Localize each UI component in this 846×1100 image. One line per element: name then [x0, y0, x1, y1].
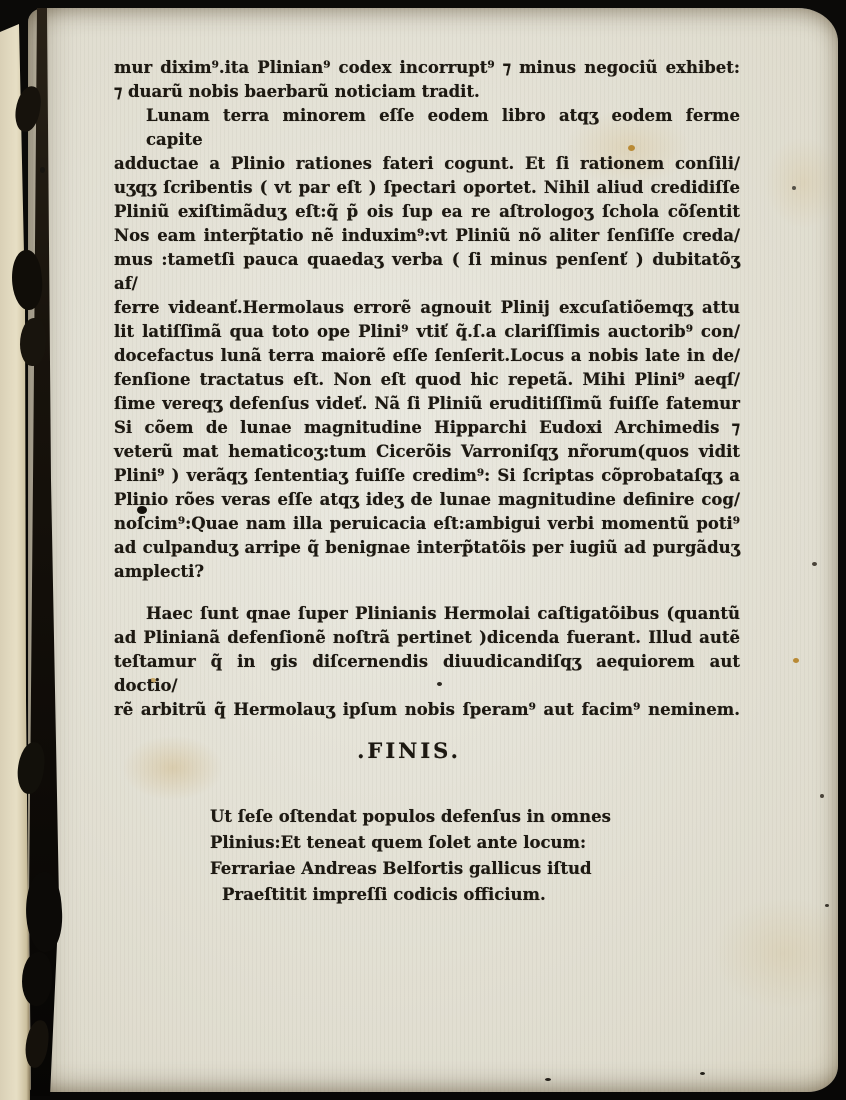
text-line: ad Plinianã defenſionẽ noſtrã pertinet )dicenda fuerant. Illud autẽ — [114, 628, 740, 647]
text-line: adductae a Plinio rationes fateri cogunt. Et ſi rationem conſili/ — [114, 154, 740, 173]
paragraph-continuation — [114, 56, 740, 104]
text-line: Si cõem de lunae magnitudine Hipparchi Eudoxi Archimedis ⁊ — [114, 418, 740, 437]
text-line: amplecti? — [114, 562, 205, 581]
text-line: ſime vereqʒ defenſus videť. Nã ſi Pliniũ eruditiſſimũ fuiſſe fatemur — [114, 394, 740, 413]
text-line: ferre videanť.Hermolaus errorẽ agnouit Plinij excuſatiõemqʒ attu — [114, 298, 740, 317]
binding-knot — [20, 318, 46, 366]
text-line: ⁊ duarũ nobis baerbarũ noticiam tradit. — [114, 82, 480, 101]
text-line: ad culpanduʒ arripe q̃ benignae interp̃tatõis per iugiũ ad purgãduʒ — [114, 538, 740, 557]
text-line: veterũ mat hematicoʒ:tum Cicerõis Varroniſqʒ nr̃orum(quos vidit — [114, 442, 740, 461]
text-line: mur dixim⁹.ita Plinian⁹ codex incorrupt⁹ ⁊ minus negociũ exhibet: — [114, 58, 740, 77]
dark-speck — [792, 186, 796, 190]
dark-speck — [825, 904, 829, 907]
colophon — [114, 804, 740, 908]
text-line: Lunam terra minorem eſſe eodem libro atqʒ eodem ferme capite — [146, 106, 740, 149]
text-line: uʒqʒ ſcribentis ( vt par eſt ) ſpectari oportet. Nihil aliud credidiſſe — [114, 178, 740, 197]
colophon-line: Praeſtitit impreſſi codicis officium. — [222, 885, 546, 904]
text-line: fenſione tractatus eſt. Non eſt quod hic repetã. Mihi Plini⁹ aeqſ/ — [114, 370, 740, 389]
text-line: mus :tametſi pauca quaedaʒ verba ( ſi minus penſenť ) dubitatõʒ af/ — [114, 250, 740, 293]
colophon-line: Plinius:Et teneat quem ſolet ante locum: — [210, 833, 587, 852]
text-line: Pliniũ exiſtimãduʒ eſt:q̃ p̃ ois ſup ea re aſtrologoʒ ſchola cõſentit — [114, 202, 740, 221]
paragraph-lunam — [114, 104, 740, 584]
text-line: noſcim⁹:Quae nam illa peruicacia eſt:ambigui verbi momentũ poti⁹ — [114, 514, 740, 533]
ink-speck — [40, 167, 45, 173]
text-line: Haec ſunt qnae ſuper Plinianis Hermolai caſtigatõibus (quantũ — [146, 604, 740, 623]
dark-speck — [700, 1072, 705, 1075]
text-line: Plini⁹ ) verãqʒ ſententiaʒ fuiſſe credim⁹: Si ſcriptas cõprobataſqʒ a — [114, 466, 740, 485]
finis-heading: .FINIS. — [357, 738, 461, 763]
foxing-dot — [793, 658, 799, 663]
colophon-line: Ferrariae Andreas Belfortis gallicus iſtud — [210, 859, 592, 878]
text-line: teſtamur q̃ in gis diſcernendis diuudicandiſqʒ aequiorem aut doctio/ — [114, 652, 740, 695]
paragraph-closing — [114, 602, 740, 722]
text-line: docefactus lunã terra maiorẽ eſſe ſenſerit.Locus a nobis late in de/ — [114, 346, 740, 365]
text-line: rẽ arbitrũ q̃ Hermolauʒ ipſum nobis ſperam⁹ aut facim⁹ neminem. — [114, 700, 740, 719]
previous-page-edge — [0, 0, 30, 1100]
colophon-line: Ut ſeſe oſtendat populos defenſus in omnes — [210, 807, 611, 826]
text-line: Nos eam interp̃tatio nẽ induxim⁹:vt Pliniũ nõ aliter ſenſiſſe creda/ — [114, 226, 740, 245]
text-block — [114, 56, 740, 908]
dark-speck — [812, 562, 817, 566]
text-line: Plinio rões veras eſſe atqʒ ideʒ de lunae magnitudine definire cog/ — [114, 490, 740, 509]
dark-speck — [820, 794, 824, 798]
dark-speck — [545, 1078, 551, 1081]
text-line: lit latiſſimã qua toto ope Plini⁹ vtiť q̃.ſ.a clariſſimis auctorib⁹ con/ — [114, 322, 740, 341]
binding-tear — [22, 952, 52, 1006]
